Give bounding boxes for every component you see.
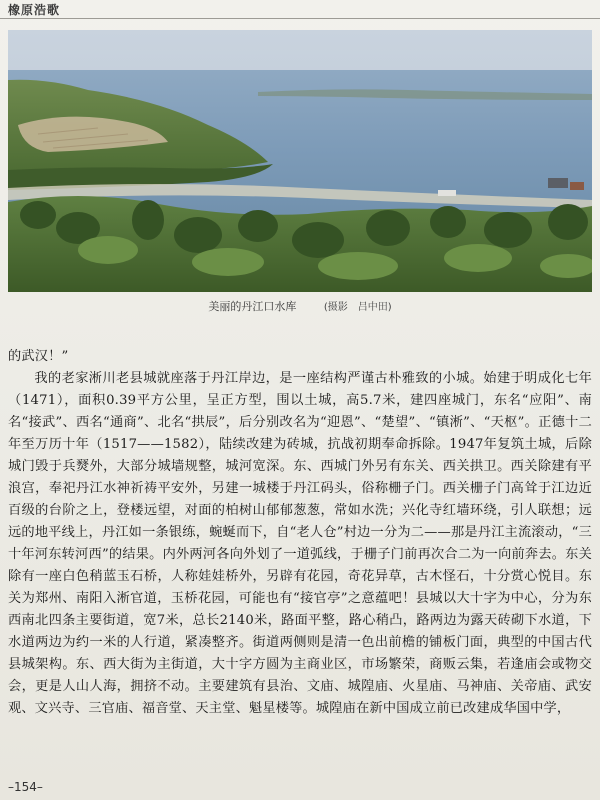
photo-caption [0,298,600,314]
reservoir-photo-image [8,30,592,292]
article-body [8,346,592,720]
reservoir-photo [8,30,592,292]
paragraph-continuation: 的武汉！” [8,349,69,364]
page-number: –154– [8,780,43,794]
photo-credit: (摄影 吕中田) [323,302,392,313]
running-title: 橡原浩歌 [8,3,61,17]
caption-text: 美丽的丹江口水库 [208,300,297,313]
paragraph-main: 我的老家淅川老县城就座落于丹江岸边，是一座结构严谨古朴雅致的小城。始建于明成化七年（1471），面积0.39平方公里，呈正方型，围以土城，高5.7米，建四座城门，东名“应阳”、南名“接武”、西名“通商”、北名“拱辰”，后分别改名为“迎恩”、“楚望”、“镇淅”、“天枢”。正德十二年至万历十年（1517——1582），陆续改建为砖城，抗战初期奉命拆除。1947年复筑土城，后除城门毁于兵燹外，大部分城墙规整，城河宽深。东、西城门外另有东关、西关拱卫。西关除建有平浪宫，奉祀丹江水神祈祷平安外，另建一城楼于丹江码头，俗称栅子门。西关栅子门高耸于江边近百级的台阶之上，登楼远望，对面的柏树山郁郁葱葱，常如水洗；兴化寺红墙环绕，引人联想；远远的地平线上，丹江如一条银练，蜿蜒而下，自“老人仓”村边一分为二——那是丹江主流滚动，“三十年河东转河西”的结果。内外两河各向外划了一道弧线，于栅子门前再次合二为一向前奔去。东关除有一座白色稍蓝玉石桥，人称娃娃桥外，另辟有花园，奇花异草，古木怪石，十分赏心悦目。东关为郑州、南阳入淅官道，玉桥花园，可能也有“接官亭”之意蕴吧！县城以大十字为中心，分为东西南北四条主要街道，宽7米，总长2140米，路面平整，路心稍凸，路两边为露天砖砌下水道，下水道两边为约一米的人行道，紧凑整齐。街道两侧则是清一色出前檐的铺板门面，典型的中国古代县城架构。东、西大街为主街道，大十字方圆为主商业区，市场繁荣，商贩云集，若逢庙会或物交会，更是人山人海，拥挤不动。主要建筑有县治、文庙、城隍庙、火星庙、马神庙、关帝庙、武安观、文兴寺、三官庙、福音堂、天主堂、魁星楼等。城隍庙在新中国成立前已改建成华国中学， [8,371,592,716]
page-header [0,0,600,19]
